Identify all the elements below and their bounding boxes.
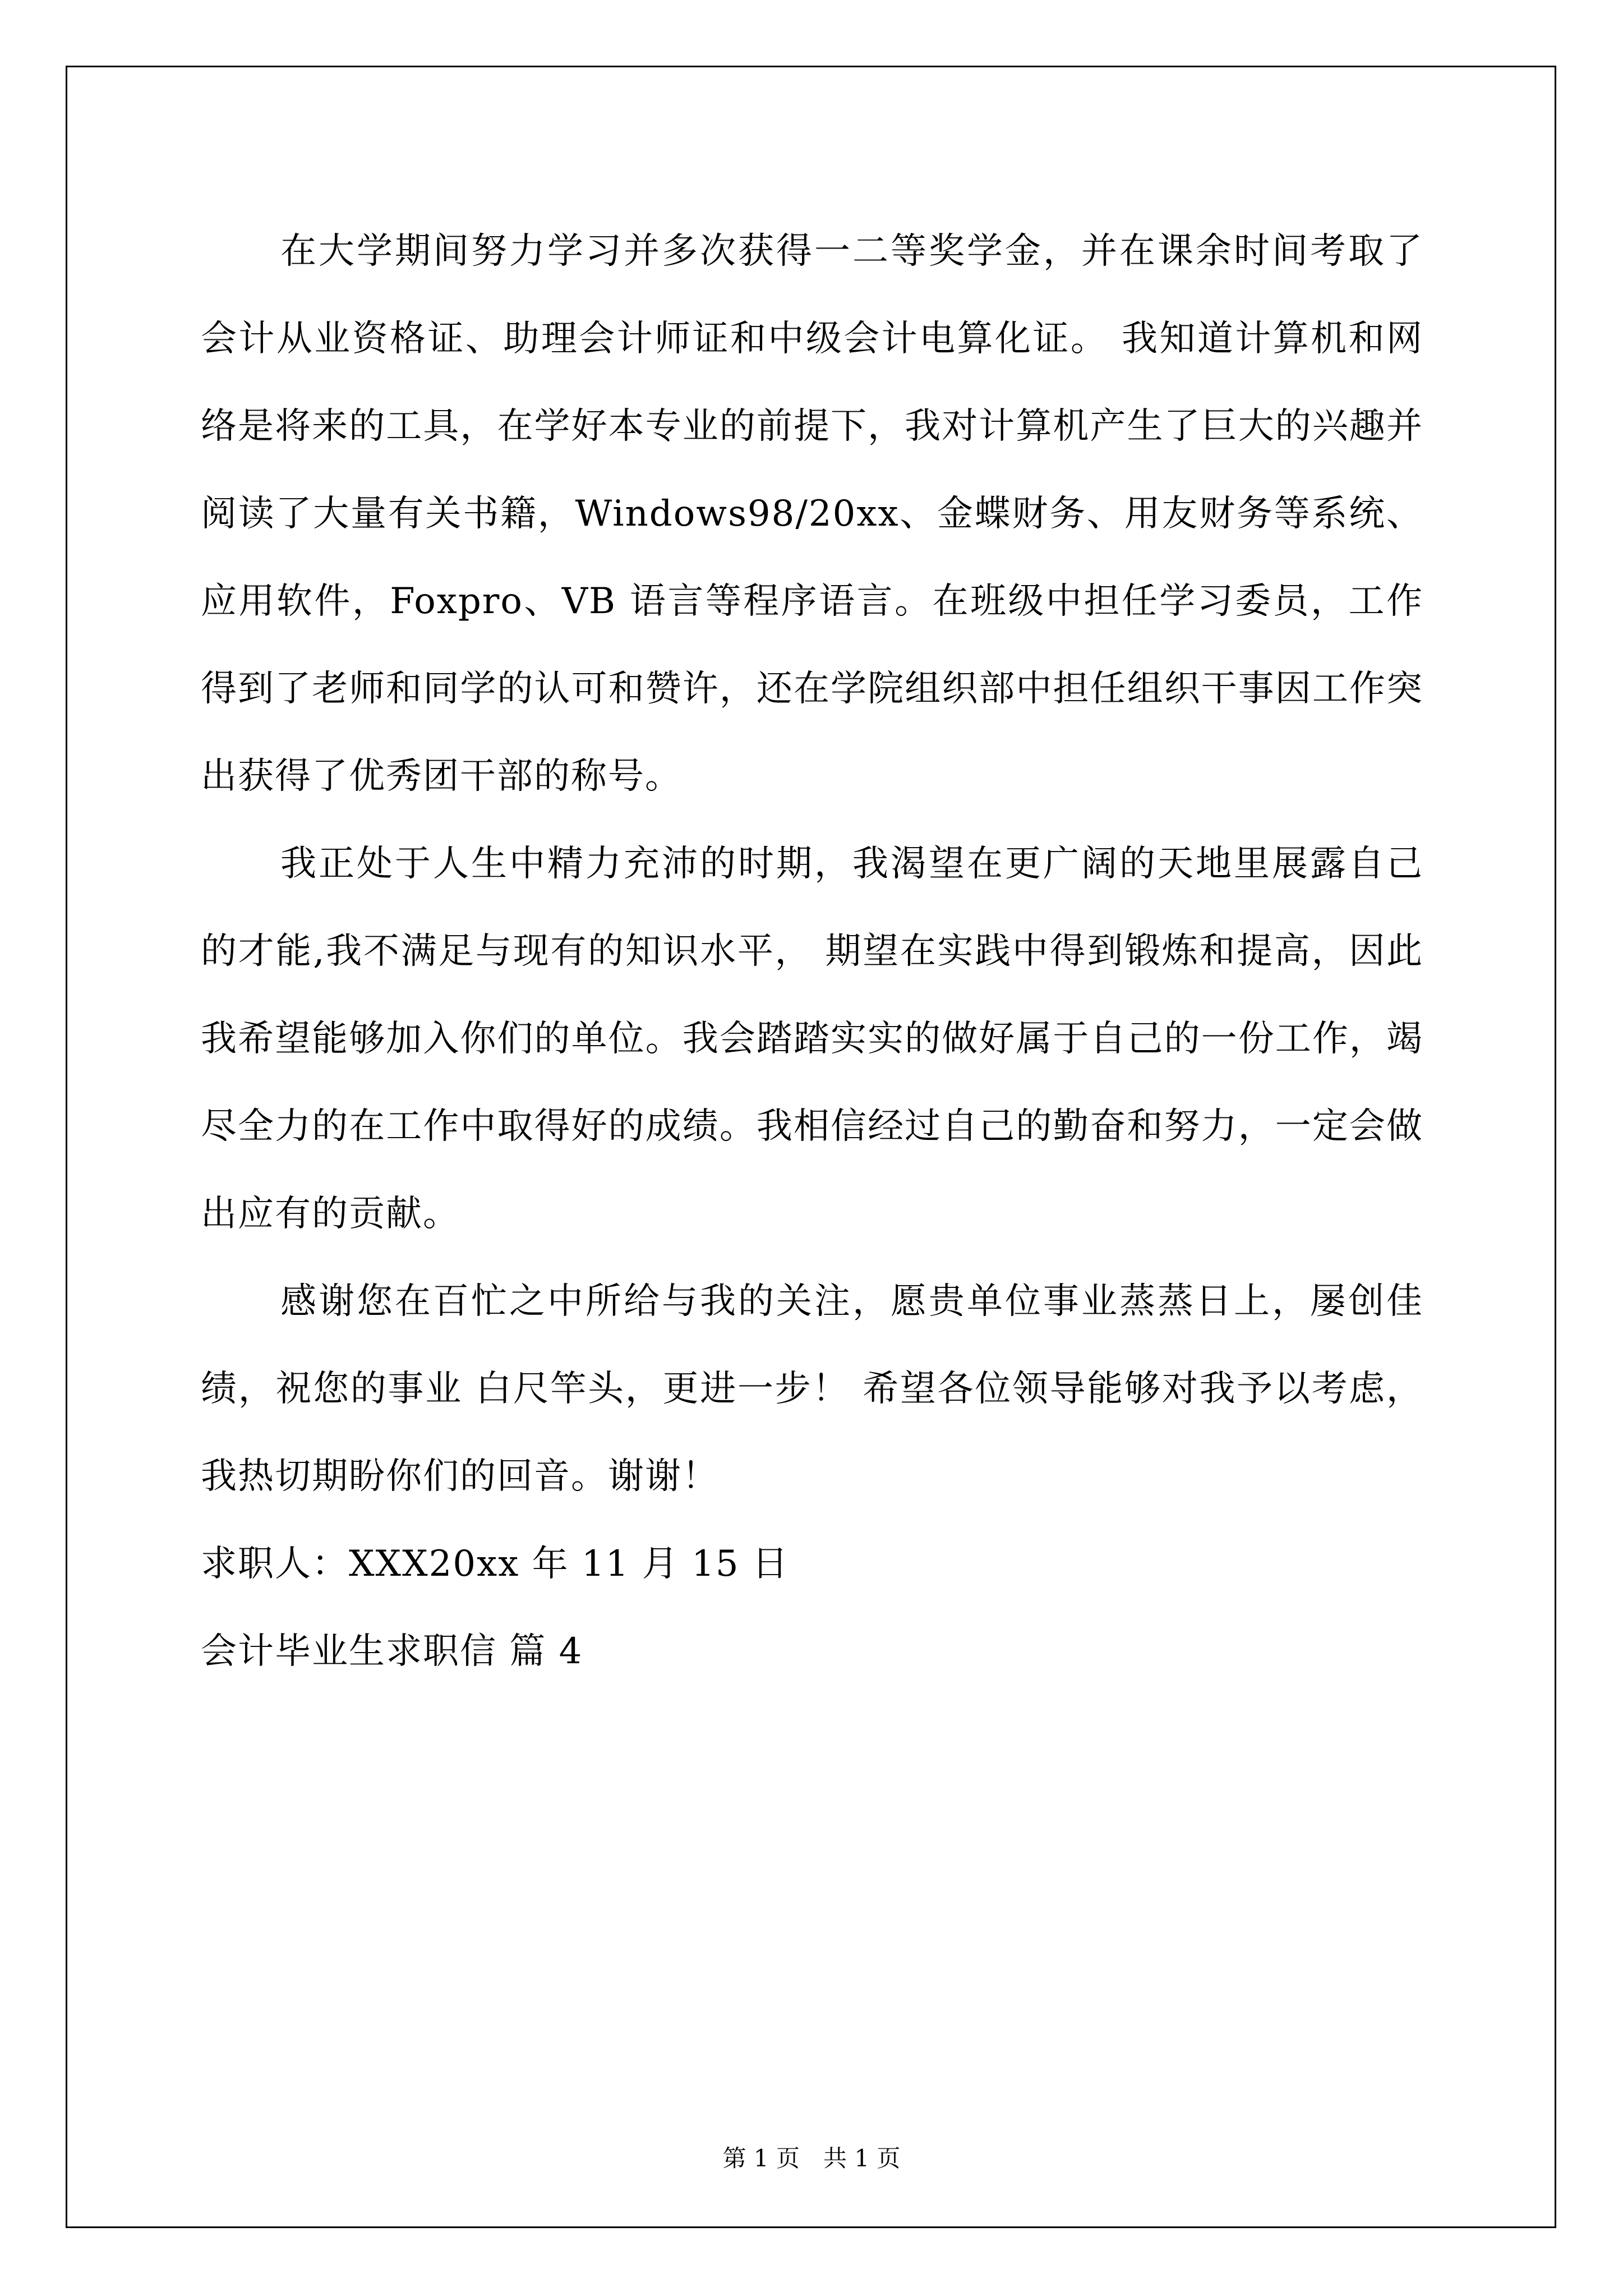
signature-line: 求职人：XXX20xx 年 11 月 15 日 — [201, 1543, 789, 1585]
paragraph-education: 在大学期间努力学习并多次获得一二等奖学金，并在课余时间考取了会计从业资格证、助理会计师证和中级会计电算化证。 我知道计算机和网络是将来的工具，在学好本专业的前提下，我对计算机产生了巨大的兴趣并阅读了大量有关书籍，Windows98/20xx、金蝶财务、用友财务等系统、应用软件，Foxpro、VB 语言等程序语言。在班级中担任学习委员，工作得到了老师和同学的认可和赞许，还在学院组织部中担任组织干事因工作突出获得了优秀团干部的称号。 — [201, 231, 1423, 797]
page-footer: 第 1 页 共 1 页 — [722, 2145, 901, 2172]
paragraph-aspiration: 我正处于人生中精力充沛的时期，我渴望在更广阔的天地里展露自己的才能,我不满足与现有的知识水平， 期望在实践中得到锻炼和提高，因此我希望能够加入你们的单位。我会踏踏实实的做好属于自己的一份工作，竭尽全力的在工作中取得好的成绩。我相信经过自己的勤奋和努力，一定会做出应有的贡献。 — [201, 843, 1423, 1235]
next-section-title: 会计毕业生求职信 篇 4 — [201, 1631, 583, 1672]
document-body — [201, 208, 1423, 1695]
paragraph-thanks: 感谢您在百忙之中所给与我的关注，愿贵单位事业蒸蒸日上，屡创佳绩，祝您的事业 白尺竿头，更进一步！ 希望各位领导能够对我予以考虑，我热切期盼你们的回音。谢谢！ — [201, 1281, 1423, 1497]
